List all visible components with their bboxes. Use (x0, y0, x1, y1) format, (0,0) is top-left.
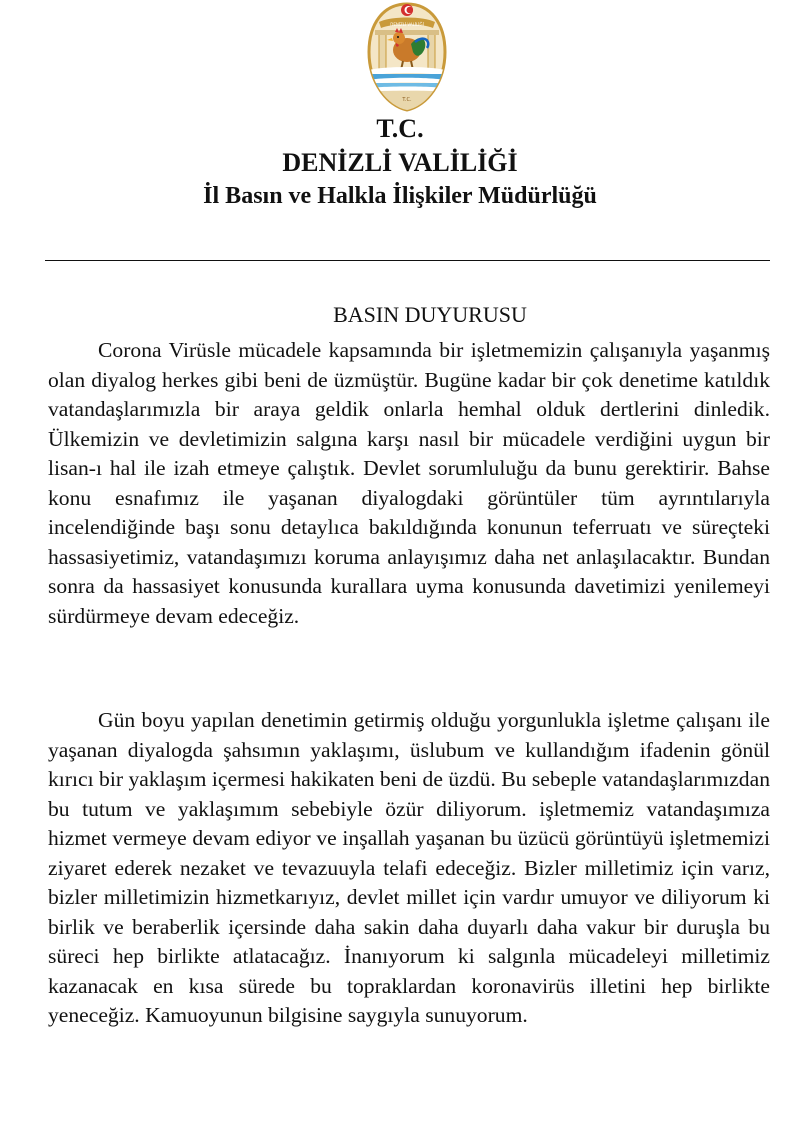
paragraph-1: Corona Virüsle mücadele kapsamında bir işletmemizin çalışanıyla yaşanmış olan diyalog herkes gibi beni de üzmüştür. Bugüne kadar bir çok denetime katıldık vatandaşlarımızla bir araya geldik onlarla hemhal olduk dertlerini dinledik. Ülkemizin ve devletimizin salgına karşı nasıl bir mücadele verdiğini uygun bir lisan-ı hal ile izah etmeye çalıştık. Devlet sorumluluğu da bunu gerektirir. Bahse konu esnafımız ile yaşanan diyalogdaki görüntüler tüm ayrıntılarıyla incelendiğinde başı sonu detaylıca bakıldığında konunun teferruatı ve süreçteki hassasiyetimiz, vatandaşımızı koruma anlayışımız daha net anlaşılacaktır. Bundan sonra da hassasiyet konusunda kurallara uyma konusunda davetimizi yenilemeyi sürdürmeye devam edeceğiz. (48, 338, 770, 628)
document-title: BASIN DUYURUSU (333, 302, 527, 327)
header-governorship: DENİZLİ VALİLİĞİ (282, 148, 518, 177)
emblem-abbr-text: T.C. (402, 97, 412, 103)
denizli-valiligi-emblem (365, 0, 449, 112)
header-department: İl Basın ve Halkla İlişkiler Müdürlüğü (203, 183, 597, 209)
paragraph-2: Gün boyu yapılan denetimin getirmiş olduğu yorgunlukla işletme çalışanı ile yaşanan diyalogda şahsımın yaklaşımı, üslubum ve kullandığım ifadenin gönül kırıcı bir yaklaşım içermesi hakikaten beni de üzdü. Bu sebeple vatandaşlarımızdan bu tutum ve yaklaşımım sebebiyle özür diliyorum. işletmemiz vatandaşımıza hizmet vermeye devam ediyor ve inşallah yaşanan bu üzücü görüntüyü işletmemizi ziyaret ederek nezaket ve tevazuuyla telafi edeceğiz. Bizler milletimiz için varız, bizler milletimizin hizmetkarıyız, devlet millet için vardır umuyor ve diliyorum ki birlik ve beraberlik içersinde daha sakin daha duyarlı daha vakur bir duruşla bu süreci hep birlikte atlatacağız. İnanıyorum ki salgınla mücadeleyi milletimiz kazanacak en kısa sürede bu topraklardan koronavirüs illetini hep birlikte yeneceğiz. Kamuoyunun bilgisine saygıyla sunuyorum. (48, 708, 770, 1027)
header-tc: T.C. (376, 114, 424, 143)
emblem-ribbon-text: DENİZLİ VALİLİĞİ (390, 22, 424, 27)
header-divider (45, 260, 770, 261)
